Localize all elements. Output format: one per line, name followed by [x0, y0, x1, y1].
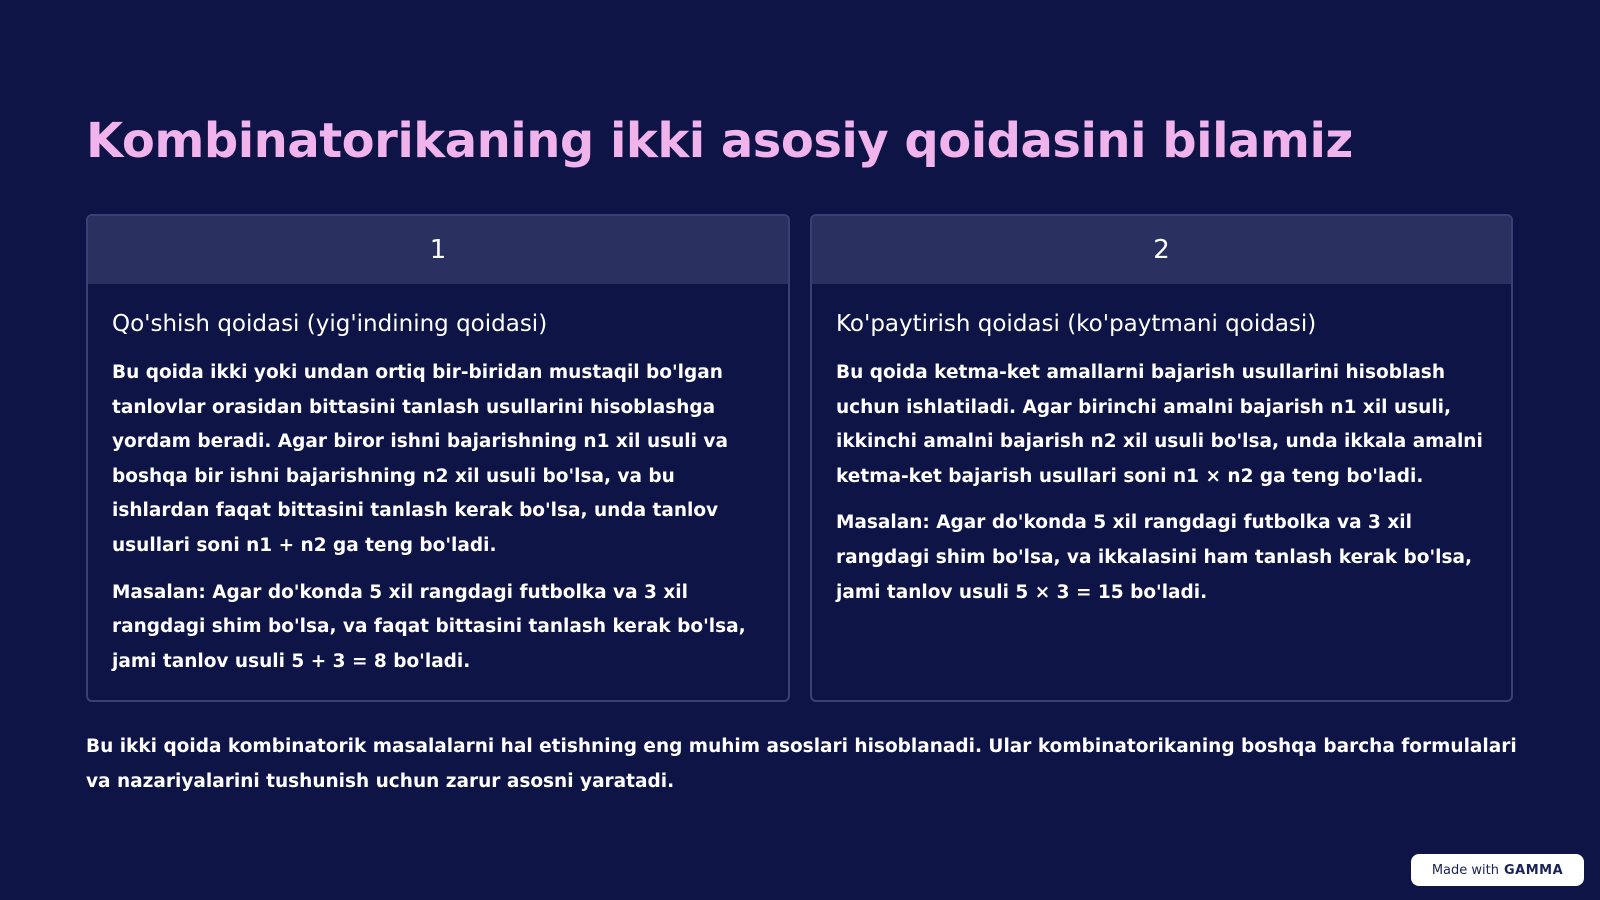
card-number: 1	[429, 235, 447, 265]
card-number-header	[812, 216, 1511, 284]
card-body	[88, 284, 788, 679]
badge-prefix: Made with	[1431, 862, 1499, 878]
card-number: 2	[1153, 235, 1170, 265]
card-description: Bu qoida ikki yoki undan ortiq bir-biridan mustaqil bo'lgan tanlovlar orasidan bittasini tanlash usullarini hisoblashga yordam beradi. Agar biror ishni bajarishning n1 xil usuli va boshqa bir ishni bajarishning n2 xil usuli bo'lsa, va bu ishlardan faqat bittasini tanlash kerak bo'lsa, unda tanlov usullari soni n1 + n2 ga teng bo'ladi.	[112, 362, 728, 556]
rule-card-2	[810, 214, 1513, 702]
card-example: Masalan: Agar do'konda 5 xil rangdagi futbolka va 3 xil rangdagi shim bo'lsa, va faqat bittasini tanlash kerak bo'lsa, jami tanlov usuli 5 + 3 = 8 bo'ladi.	[112, 581, 746, 672]
card-example: Masalan: Agar do'konda 5 xil rangdagi futbolka va 3 xil rangdagi shim bo'lsa, va ikkalasini ham tanlash kerak bo'lsa, jami tanlov usuli 5 × 3 = 15 bo'ladi.	[836, 512, 1472, 603]
card-heading: Ko'paytirish qoidasi (ko'paytmani qoidasi)	[836, 311, 1317, 337]
card-description: Bu qoida ketma-ket amallarni bajarish usullarini hisoblash uchun ishlatiladi. Agar birinchi amalni bajarish n1 xil usuli, ikkinchi amalni bajarish n2 xil usuli bo'lsa, unda ikkala amalni ketma-ket bajarish usullari soni n1 × n2 ga teng bo'ladi.	[836, 362, 1483, 487]
gamma-logo: GAMMA	[1503, 862, 1564, 878]
card-body	[812, 284, 1511, 610]
rule-card-1	[86, 214, 790, 702]
made-with-gamma-badge[interactable]	[1411, 854, 1584, 886]
summary-text: Bu ikki qoida kombinatorik masalalarni hal etishning eng muhim asoslari hisoblanadi. Ular kombinatorikaning boshqa barcha formulalari va nazariyalarini tushunish uchun zarur asosni yaratadi.	[86, 736, 1517, 792]
slide-title: Kombinatorikaning ikki asosiy qoidasini bilamiz	[86, 113, 1353, 169]
card-number-header	[88, 216, 788, 284]
card-heading: Qo'shish qoidasi (yig'indining qoidasi)	[112, 311, 548, 337]
